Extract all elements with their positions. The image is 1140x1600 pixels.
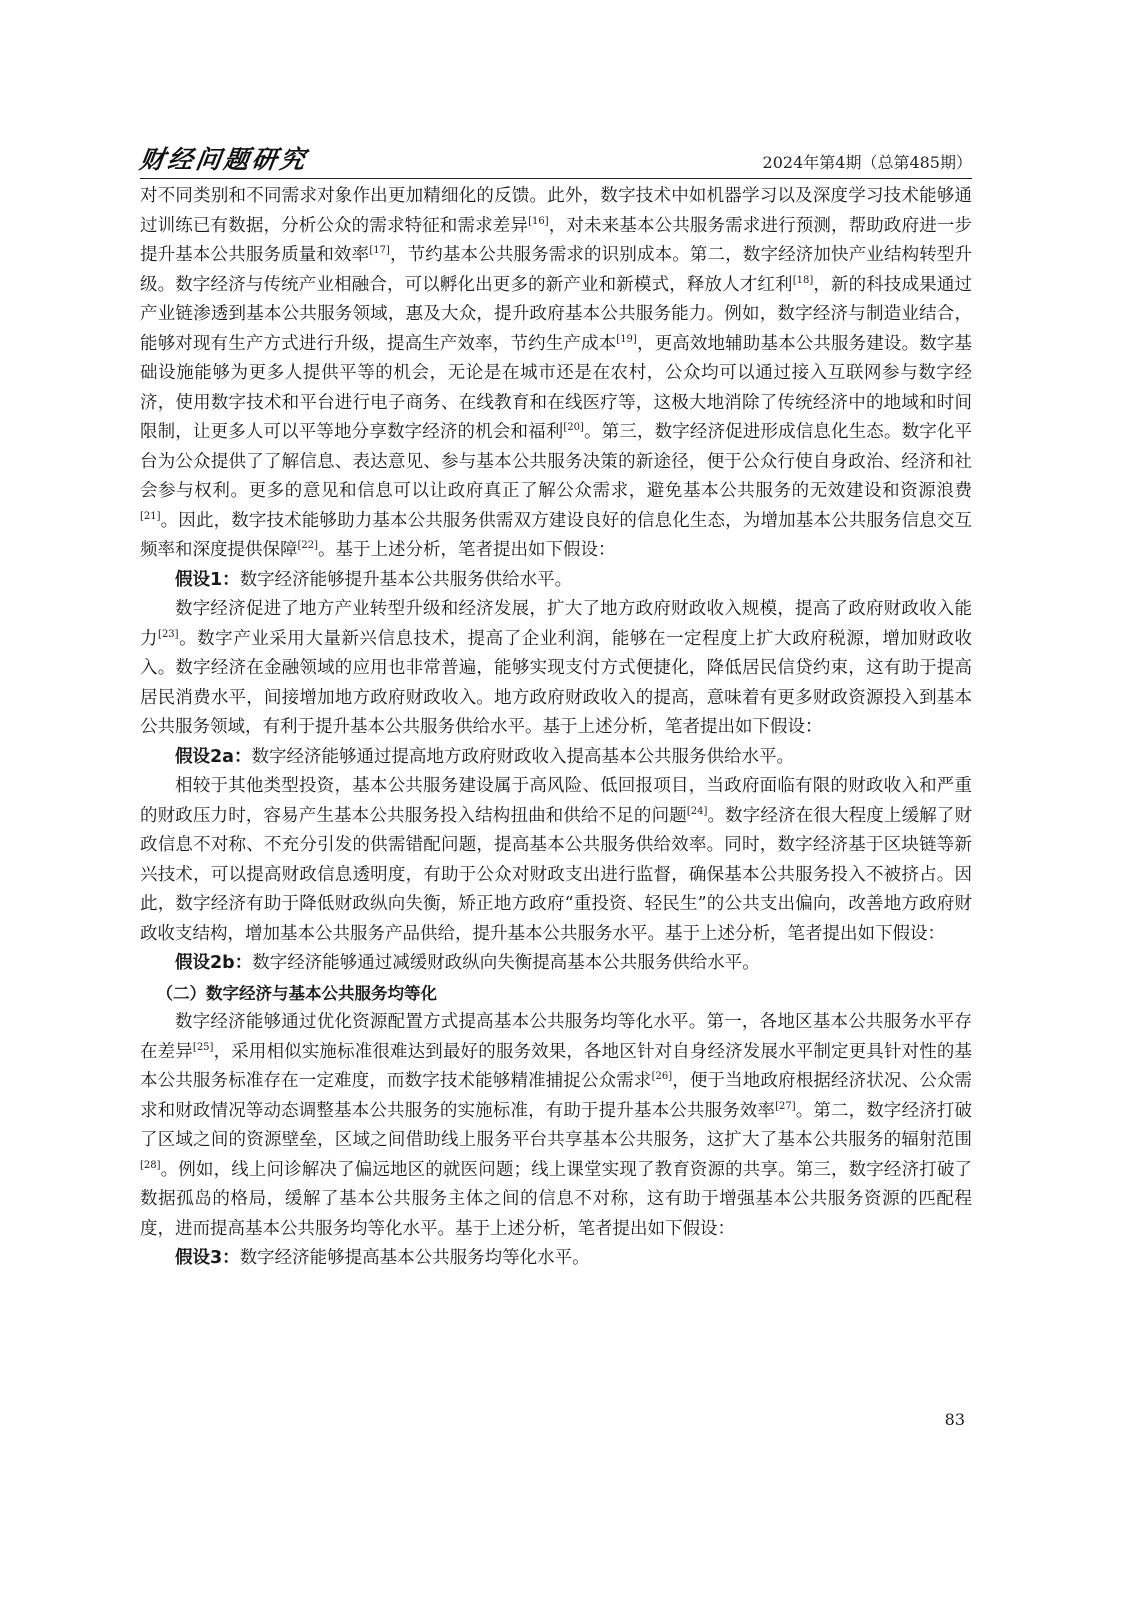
text-segment: ，便于当地政府根据经济状况、公众需求和财政情况等动态调整基本公共服务的实施标准，有助于提升基本公共服务效率 (140, 1071, 972, 1121)
text-segment: 。第二，数字经济打破了区域之间的资源壁垒，区域之间借助线上服务平台共享基本公共服务，这扩大了基本公共服务的辐射范围 (140, 1100, 972, 1150)
header-divider (140, 178, 972, 179)
hypothesis-text: 数字经济能够提高基本公共服务均等化水平。 (239, 1248, 590, 1268)
section-heading: （二）数字经济与基本公共服务均等化 (156, 983, 437, 1003)
text-segment: 相较于其他类型投资，基本公共服务建设属于高风险、低回报项目，当政府面临有限的财政收入和严重的财政压力时，容易产生基本公共服务投入结构扭曲和供给不足的问题 (140, 776, 972, 826)
hypothesis-2b (140, 949, 972, 979)
text-segment: 对不同类别和不同需求对象作出更加精细化的反馈。此外，数字技术中如机器学习以及深度学习技术能够通过训练已有数据，分析公众的需求特征和需求差异 (140, 186, 972, 236)
citation-ref: [19] (616, 333, 637, 345)
hypothesis-2a (140, 743, 972, 773)
citation-ref: [23] (158, 628, 179, 640)
page-number: 83 (944, 1410, 965, 1429)
text-segment: ，新的科技成果通过产业链渗透到基本公共服务领域，惠及大众，提升政府基本公共服务能力。例如，数字经济与制造业结合，能够对现有生产方式进行升级，提高生产效率，节约生产成本 (140, 274, 972, 354)
citation-ref: [25] (192, 1041, 214, 1053)
text-segment: 。数字产业采用大量新兴信息技术，提高了企业利润，能够在一定程度上扩大政府税源，增加财政收入。数字经济在金融领域的应用也非常普遍，能够实现支付方式便捷化，降低居民信贷约束，这有助于提高居民消费水平，间接增加地方政府财政收入。地方政府财政收入的提高，意味着有更多财政资源投入到基本公共服务领域，有利于提升基本公共服务供给水平。基于上述分析，笔者提出如下假设： (140, 628, 973, 737)
citation-ref: [24] (686, 805, 708, 817)
text-segment: 。数字经济在很大程度上缓解了财政信息不对称、不充分引发的供需错配问题，提高基本公共服务供给效率。同时，数字经济基于区块链等新兴技术，可以提高财政信息透明度，有助于公众对财政支出进行监督，确保基本公共服务投入不被挤占。因此，数字经济有助于降低财政纵向失衡，矫正地方政府“重投资、轻民生”的公共支出偏向，改善地方政府财政收支结构，增加基本公共服务产品供给，提升基本公共服务水平。基于上述分析，笔者提出如下假设： (140, 805, 972, 944)
citation-ref: [16] (528, 215, 549, 227)
citation-ref: [17] (369, 245, 390, 257)
text-segment: 。因此，数字技术能够助力基本公共服务供需双方建设良好的信息化生态，为增加基本公共服务信息交互频率和深度提供保障 (140, 510, 972, 560)
paragraph (140, 772, 972, 949)
hypothesis-text: 数字经济能够提升基本公共服务供给水平。 (239, 569, 573, 590)
paragraph (140, 1008, 972, 1244)
paragraph (140, 595, 972, 743)
hypothesis-label: 假设2a： (175, 746, 252, 767)
hypothesis-label: 假设1： (175, 569, 240, 590)
citation-ref: [27] (775, 1100, 796, 1112)
citation-ref: [20] (563, 422, 584, 434)
hypothesis-text: 数字经济能够通过提高地方政府财政收入提高基本公共服务供给水平。 (251, 746, 794, 767)
text-segment: ，采用相似实施标准很难达到最好的服务效果，各地区针对自身经济发展水平制定更具针对性的基本公共服务标准存在一定难度，而数字技术能够精准捕捉公众需求 (140, 1041, 972, 1091)
text-segment: 数字经济促进了地方产业转型升级和经济发展，扩大了地方政府财政收入规模，提高了政府财政收入能力 (140, 599, 972, 649)
hypothesis-label: 假设3： (175, 1248, 240, 1268)
text-segment: ，节约基本公共服务需求的识别成本。第二，数字经济加快产业结构转型升级。数字经济与传统产业相融合，可以孵化出更多的新产业和新模式，释放人才红利 (140, 245, 972, 295)
hypothesis-1 (140, 566, 972, 596)
journal-logo: 财经问题研究 (137, 145, 310, 174)
hypothesis-3 (140, 1244, 972, 1274)
citation-ref: [22] (297, 540, 319, 552)
paragraph (140, 182, 972, 566)
text-segment: 。基于上述分析，笔者提出如下假设： (318, 540, 616, 560)
issue-info: 2024年第4期（总第485期） (762, 153, 972, 172)
hypothesis-label: 假设2b： (175, 953, 253, 973)
citation-ref: [21] (140, 510, 161, 522)
citation-ref: [18] (792, 274, 814, 286)
text-segment: ，更高效地辅助基本公共服务建设。数字基础设施能够为更多人提供平等的机会，无论是在城市还是在农村，公众均可以通过接入互联网参与数字经济，使用数字技术和平台进行电子商务、在线教育和在线医疗等，这极大地消除了传统经济中的地域和时间限制，让更多人可以平等地分享数字经济的机会和福利 (140, 333, 972, 442)
citation-ref: [26] (651, 1071, 673, 1083)
text-segment: 。例如，线上问诊解决了偏远地区的就医问题；线上课堂实现了教育资源的共享。第三，数字经济打破了数据孤岛的格局，缓解了基本公共服务主体之间的信息不对称，这有助于增强基本公共服务资源的匹配程度，进而提高基本公共服务均等化水平。基于上述分析，笔者提出如下假设： (140, 1159, 972, 1239)
citation-ref: [28] (140, 1159, 161, 1171)
text-segment: 数字经济能够通过优化资源配置方式提高基本公共服务均等化水平。第一，各地区基本公共服务水平存在差异 (140, 1012, 972, 1062)
text-segment: ，对未来基本公共服务需求进行预测，帮助政府进一步提升基本公共服务质量和效率 (140, 215, 972, 265)
text-segment: 。第三，数字经济促进形成信息化生态。数字化平台为公众提供了了解信息、表达意见、参与基本公共服务决策的新途径，便于公众行使自身政治、经济和社会参与权利。更多的意见和信息可以让政府真正了解公众需求，避免基本公共服务的无效建设和资源浪费 (140, 422, 972, 501)
article-body (140, 182, 972, 1274)
hypothesis-text: 数字经济能够通过减缓财政纵向失衡提高基本公共服务供给水平。 (252, 953, 760, 973)
